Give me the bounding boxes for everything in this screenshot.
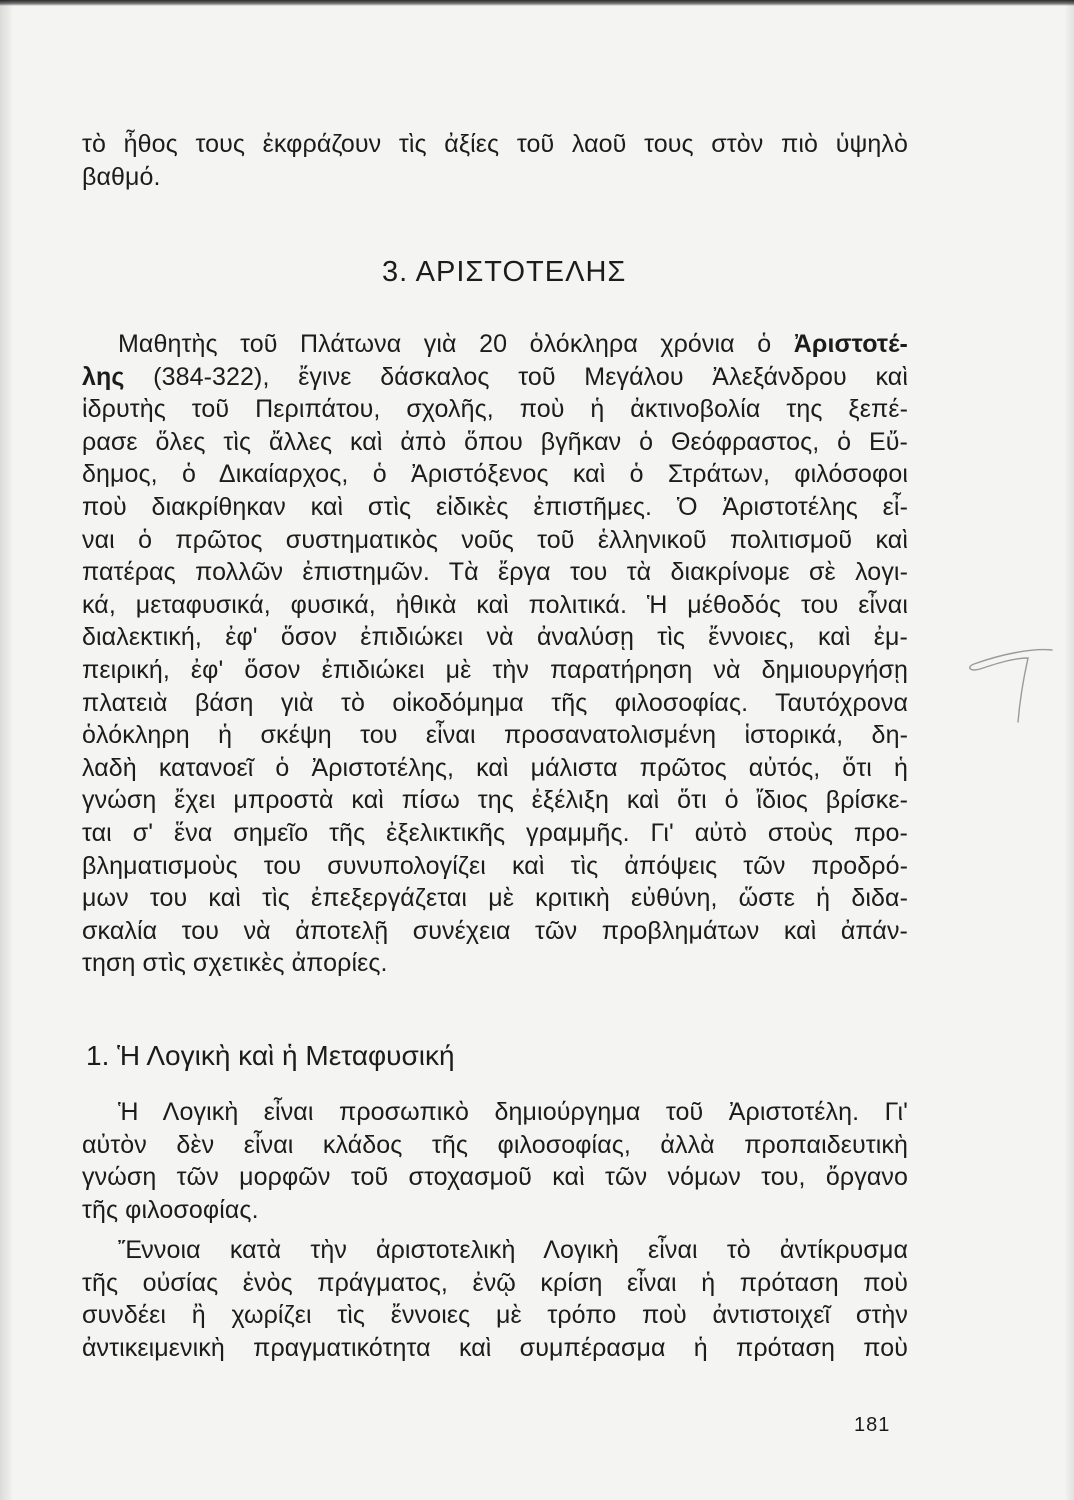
scan-shadow-top [0,0,1074,6]
text-line: αὐτὸν δὲν εἶναι κλάδος τῆς φιλοσοφίας, ἀλλὰ προπαιδευτικὴ [82,1130,908,1159]
text-line: πλατειὰ βάση γιὰ τὸ οἰκοδόμημα τῆς φιλοσοφίας. Ταυτόχρονα [82,688,908,717]
pencil-margin-mark [962,636,1062,726]
scan-shadow-right [1064,0,1074,1500]
text-line: πειρική, ἐφ' ὅσον ἐπιδιώκει μὲ τὴν παρατήρηση νὰ δημιουργήσῃ [82,655,908,684]
page-number: 181 [854,1414,891,1436]
text-line: Ἡ Λογικὴ εἶναι προσωπικὸ δημιούργημα τοῦ Ἀριστοτέλη. Γι' [118,1098,908,1126]
section-heading: 1. Ἡ Λογικὴ καὶ ἡ Μεταφυσική [86,1040,455,1071]
text-line [82,361,908,394]
text-line: κά, μεταφυσικά, φυσικά, ἠθικὰ καὶ πολιτικά. Ἡ μέθοδός του εἶναι [82,590,908,619]
text-line: τηση στὶς σχετικὲς ἀπορίες. [82,949,388,978]
text-line: ποὺ διακρίθηκαν καὶ στὶς εἰδικὲς ἐπιστῆμες. Ὁ Ἀριστοτέλης εἶ- [82,492,908,521]
text-line: ἱδρυτὴς τοῦ Περιπάτου, σχολῆς, ποὺ ἡ ἀκτινοβολία της ξεπέ- [82,395,908,424]
text-run: (384-322), ἔγινε δάσκαλος τοῦ Μεγάλου Ἀλεξάνδρου καὶ [124,362,908,391]
text-line: βληματισμοὺς του συνυπολογίζει καὶ τὶς ἀπόψεις τῶν προδρό- [82,851,908,880]
text-line: σκαλία του νὰ ἀποτελῇ συνέχεια τῶν προβλημάτων καὶ ἀπάν- [82,916,908,945]
intro-paragraph [82,128,908,193]
book-page [82,128,908,1362]
scan-shadow-left [0,0,14,1500]
text-line: ἀντικειμενικὴ πραγματικότητα καὶ συμπέρασμα ἡ πρόταση ποὺ [82,1333,908,1362]
text-run: Μαθητὴς τοῦ Πλάτωνα γιὰ 20 ὁλόκληρα χρόνια ὁ [118,330,794,358]
text-line: τῆς οὐσίας ἑνὸς πράγματος, ἐνῷ κρίση εἶναι ἡ πρόταση ποὺ [82,1268,908,1297]
text-line: γνώση ἔχει μπροστὰ καὶ πίσω της ἐξέλιξη καὶ ὅτι ὁ ἴδιος βρίσκε- [82,786,908,815]
paragraph-aristotle-intro [82,328,908,980]
text-line: ται σ' ἕνα σημεῖο τῆς ἐξελικτικῆς γραμμῆς. Γι' αὐτὸ στοὺς προ- [82,818,908,847]
text-line: μων του καὶ τὶς ἐπεξεργάζεται μὲ κριτικὴ εὐθύνη, ὥστε ἡ διδα- [82,884,908,913]
aristotle-name-bold: Ἀριστοτέ- [793,330,908,358]
text-line: διαλεκτική, ἐφ' ὅσον ἐπιδιώκει νὰ ἀναλύσῃ τὶς ἔννοιες, καὶ ἐμ- [82,623,908,652]
text-line: ρασε ὅλες τὶς ἄλλες καὶ ἀπὸ ὅπου βγῆκαν ὁ Θεόφραστος, ὁ Εὔ- [82,427,908,456]
text-line: τῆς φιλοσοφίας. [82,1195,259,1224]
text-line: βαθμό. [82,162,161,191]
text-line [82,328,908,361]
text-line: γνώση τῶν μορφῶν τοῦ στοχασμοῦ καὶ τῶν νόμων του, ὄργανο [82,1163,908,1192]
text-line: δημος, ὁ Δικαίαρχος, ὁ Ἀριστόξενος καὶ ὁ Στράτων, φιλόσοφοι [82,460,908,489]
paragraph-concepts [82,1234,908,1364]
text-line: συνδέει ἢ χωρίζει τὶς ἔννοιες μὲ τρόπο ποὺ ἀντιστοιχεῖ στὴν [82,1301,908,1330]
text-line: ὁλόκληρη ἡ σκέψη του εἶναι προσανατολισμένη ἱστορικά, δη- [82,721,908,750]
text-line: ναι ὁ πρῶτος συστηματικὸς νοῦς τοῦ ἑλληνικοῦ πολιτισμοῦ καὶ [82,525,908,554]
text-line: λαδὴ κατανοεῖ ὁ Ἀριστοτέλης, καὶ μάλιστα πρῶτος αὐτός, ὅτι ἡ [82,753,908,782]
text-line: πατέρας πολλῶν ἐπιστημῶν. Τὰ ἔργα του τὰ διακρίνομε σὲ λογι- [82,558,908,587]
text-line: τὸ ἦθος τους ἐκφράζουν τὶς ἀξίες τοῦ λαοῦ τους στὸν πιὸ ὑψηλὸ [82,130,908,158]
text-line: Ἔννοια κατὰ τὴν ἀριστοτελικὴ Λογικὴ εἶναι τὸ ἀντίκρυσμα [118,1236,908,1264]
paragraph-logic [82,1096,908,1226]
chapter-heading: 3. ΑΡΙΣΤΟΤΕΛΗΣ [382,256,627,288]
aristotle-name-bold-cont: λης [82,362,125,391]
